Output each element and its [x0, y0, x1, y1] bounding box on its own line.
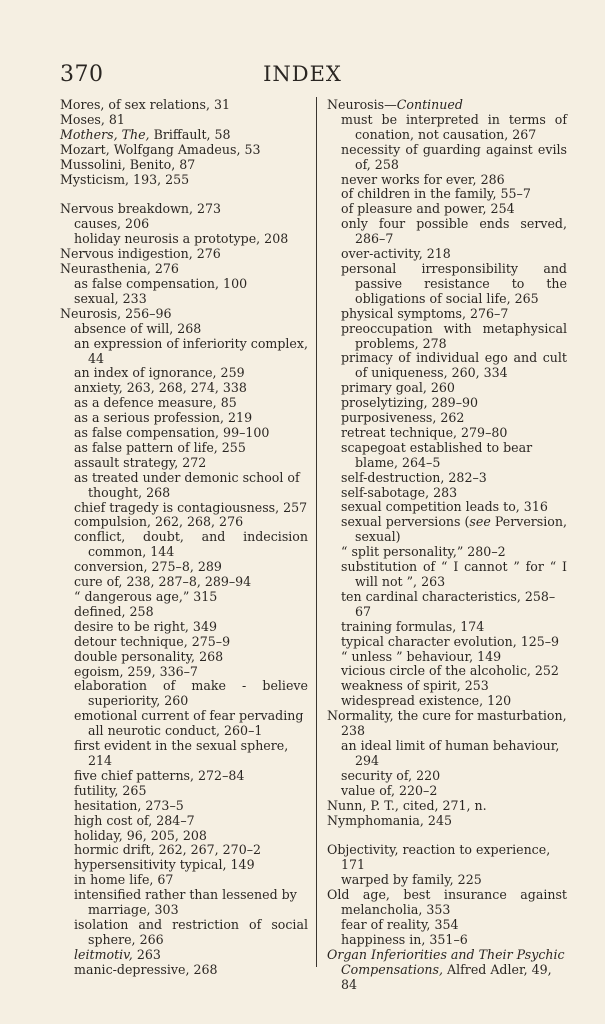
index-entry: typical character evolution, 125–9	[341, 633, 560, 649]
index-entry: hormic drift, 262, 267, 270–2	[74, 842, 262, 858]
index-entry: must be interpreted in terms of conation, not causation, 267	[341, 111, 567, 142]
index-entry: vicious circle of the alcoholic, 252	[341, 663, 559, 679]
index-entry: substitution of “ I cannot ” for “ I will not ”, 263	[341, 559, 567, 589]
index-entry: “ dangerous age,” 315	[74, 589, 218, 604]
index-entry: happiness in, 351–6	[341, 931, 468, 947]
index-column-left	[60, 98, 308, 978]
index-entry: ten cardinal characteristics, 258–67	[341, 588, 556, 619]
index-entry: preoccupation with metaphysical problems, 278	[341, 320, 567, 351]
index-entry: Nymphomania, 245	[327, 812, 452, 828]
index-entry: Mussolini, Benito, 87	[60, 156, 196, 172]
index-entry: only four possible ends served, 286–7	[341, 216, 567, 247]
index-entry: sexual competition leads to, 316	[341, 499, 548, 515]
index-entry: primacy of individual ego and cult of uniqueness, 260, 334	[341, 350, 567, 381]
index-entry: absence of will, 268	[74, 320, 202, 336]
index-entry: Nervous indigestion, 276	[60, 246, 221, 262]
index-entry: an index of ignorance, 259	[74, 365, 245, 381]
index-entry: purposiveness, 262	[341, 410, 465, 426]
index-entry: emotional current of fear pervading all neurotic conduct, 260–1	[74, 708, 304, 739]
index-entry: an expression of inferiority complex, 44	[74, 335, 308, 366]
index-entry: elaboration of make - believe superiority, 260	[74, 678, 308, 709]
index-entry: scapegoat established to bear blame, 264–5	[341, 439, 533, 470]
index-entry: hypersensitivity typical, 149	[74, 857, 255, 873]
index-entry: Neurosis—Continued	[327, 97, 463, 112]
index-entry: holiday neurosis a prototype, 208	[74, 231, 289, 247]
index-entry: sexual perversions (see Perversion, sexual)	[341, 514, 567, 545]
index-entry: primary goal, 260	[341, 380, 455, 396]
index-entry: intensified rather than lessened by marriage, 303	[74, 887, 297, 918]
index-entry: security of, 220	[341, 767, 441, 783]
index-entry: Mores, of sex relations, 31	[60, 97, 230, 112]
index-entry: personal irresponsibility and passive resistance to the obligations of social life, 265	[341, 260, 567, 306]
index-entry: Neurosis, 256–96	[60, 305, 172, 321]
index-entry: as false compensation, 100	[74, 275, 248, 291]
index-entry: Normality, the cure for masturbation, 238	[327, 708, 567, 739]
index-entry: compulsion, 262, 268, 276	[74, 514, 244, 530]
column-divider	[316, 97, 317, 967]
index-entry: Mothers, The, Briffault, 58	[60, 126, 231, 142]
index-entry: as a serious profession, 219	[74, 410, 253, 426]
index-entry: Organ Inferiorities and Their Psychic Compensations, Alfred Adler, 49, 84	[327, 946, 565, 992]
index-entry: Moses, 81	[60, 111, 125, 127]
index-entry: egoism, 259, 336–7	[74, 663, 198, 679]
index-entry: anxiety, 263, 268, 274, 338	[74, 380, 247, 396]
index-entry: weakness of spirit, 253	[341, 678, 489, 694]
index-entry: first evident in the sexual sphere, 214	[74, 738, 289, 768]
index-entry: causes, 206	[74, 216, 150, 232]
index-entry: retreat technique, 279–80	[341, 424, 508, 440]
index-entry: training formulas, 174	[341, 618, 485, 634]
index-entry: as treated under demonic school of thought, 268	[74, 469, 300, 500]
index-entry: fear of reality, 354	[341, 916, 459, 932]
index-entry: proselytizing, 289–90	[341, 395, 479, 411]
index-entry: “ split personality,” 280–2	[341, 544, 506, 560]
index-entry: of pleasure and power, 254	[341, 201, 515, 217]
index-entry: holiday, 96, 205, 208	[74, 827, 207, 843]
index-entry: leitmotiv, 263	[74, 946, 161, 962]
index-entry: self-sabotage, 283	[341, 484, 458, 500]
index-entry: an ideal limit of human behaviour, 294	[341, 737, 560, 768]
index-entry: of children in the family, 55–7	[341, 186, 531, 202]
index-entry: as a defence measure, 85	[74, 395, 237, 411]
index-entry: conflict, doubt, and indecision common, 144	[74, 529, 308, 560]
index-entry: Old age, best insurance against melancholia, 353	[327, 887, 567, 918]
index-entry: Mozart, Wolfgang Amadeus, 53	[60, 141, 261, 157]
index-entry: chief tragedy is contagiousness, 257	[74, 499, 308, 515]
index-entry: futility, 265	[74, 782, 147, 798]
index-entry: over-activity, 218	[341, 246, 451, 262]
index-entry: conversion, 275–8, 289	[74, 559, 222, 575]
index-entry: hesitation, 273–5	[74, 797, 184, 813]
index-entry: value of, 220–2	[341, 782, 438, 798]
index-entry: Nervous breakdown, 273	[60, 201, 222, 217]
index-entry: desire to be right, 349	[74, 618, 217, 634]
index-entry: double personality, 268	[74, 648, 224, 664]
index-entry: Objectivity, reaction to experience, 171	[327, 842, 551, 873]
index-entry: five chief patterns, 272–84	[74, 767, 245, 783]
index-entry: defined, 258	[74, 603, 154, 619]
index-entry: Neurasthenia, 276	[60, 261, 179, 277]
index-entry: sexual, 233	[74, 290, 147, 306]
index-entry: Nunn, P. T., cited, 271, n.	[327, 797, 487, 813]
index-entry: “ unless ” behaviour, 149	[341, 648, 502, 664]
index-entry: in home life, 67	[74, 872, 174, 888]
index-entry: detour technique, 275–9	[74, 633, 231, 649]
index-entry: Mysticism, 193, 255	[60, 171, 190, 187]
index-entry: manic-depressive, 268	[74, 961, 218, 977]
index-entry: necessity of guarding against evils of, 258	[341, 141, 567, 172]
page-number: 370	[60, 62, 104, 87]
index-column-right	[327, 98, 567, 992]
index-entry: as false compensation, 99–100	[74, 425, 270, 441]
running-head: INDEX	[263, 62, 342, 86]
index-entry: widespread existence, 120	[341, 693, 512, 709]
index-entry: warped by family, 225	[341, 872, 482, 888]
index-entry: high cost of, 284–7	[74, 812, 195, 828]
index-entry: physical symptoms, 276–7	[341, 305, 509, 321]
index-entry: isolation and restriction of social sphere, 266	[74, 916, 308, 947]
index-entry: cure of, 238, 287–8, 289–94	[74, 574, 252, 590]
index-entry: as false pattern of life, 255	[74, 439, 246, 455]
index-entry: self-destruction, 282–3	[341, 469, 487, 485]
index-entry: never works for ever, 286	[341, 171, 505, 187]
index-entry: assault strategy, 272	[74, 454, 207, 470]
